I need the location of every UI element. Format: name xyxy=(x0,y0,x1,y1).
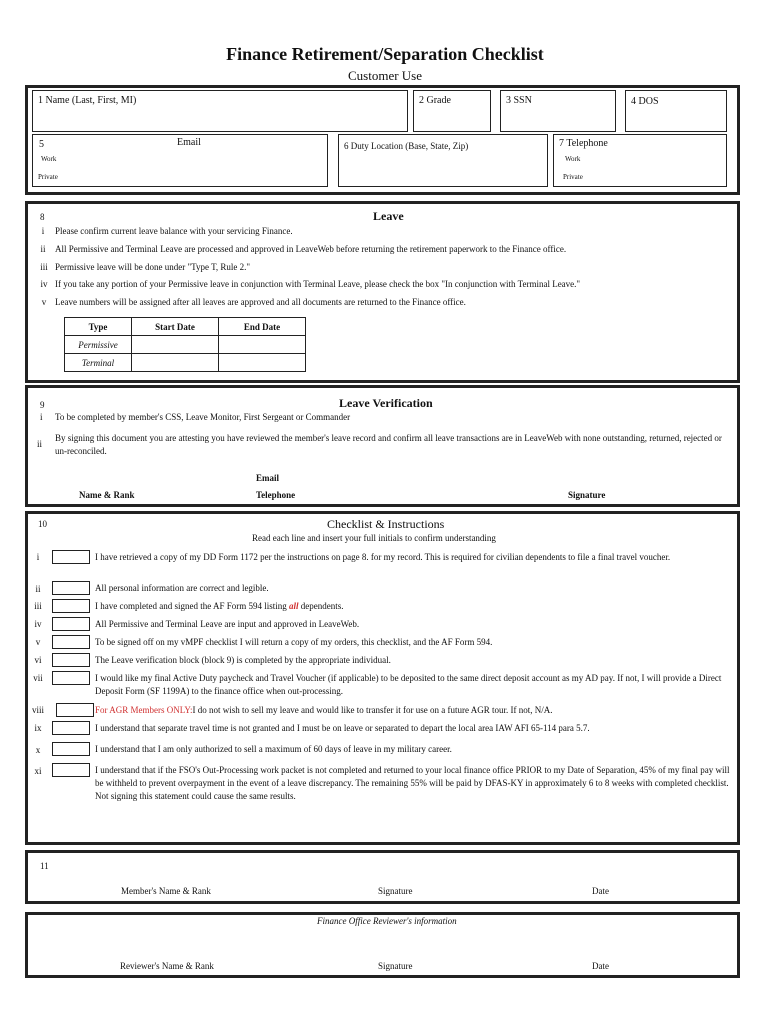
grade-field[interactable] xyxy=(413,90,491,132)
verification-num: 9 xyxy=(40,400,45,410)
agr-only-label: For AGR Members ONLY: xyxy=(95,705,193,715)
leave-item-num: i xyxy=(41,226,45,236)
page-title: Finance Retirement/Separation Checklist xyxy=(226,44,544,64)
verification-signature-label: Signature xyxy=(568,490,606,500)
verification-item-num: ii xyxy=(37,439,43,449)
initials-box[interactable] xyxy=(52,617,90,631)
initials-box[interactable] xyxy=(52,671,90,685)
checklist-item-num: ii xyxy=(35,584,41,594)
telephone-private-label: Private xyxy=(563,173,583,181)
checklist-item-num: iv xyxy=(34,619,42,629)
member-signature-label: Signature xyxy=(378,886,413,896)
terminal-start-date[interactable] xyxy=(132,354,219,372)
checklist-item-text: All Permissive and Terminal Leave are input and approved in LeaveWeb. xyxy=(95,619,360,629)
dos-label: 4 DOS xyxy=(631,96,659,107)
email-field[interactable] xyxy=(32,134,328,187)
checklist-item-num: v xyxy=(35,637,41,647)
checklist-item-text-b: I do not wish to sell my leave and would like to transfer it for use on a future AGR tour. If not, N/A. xyxy=(192,705,553,715)
checklist-subtitle: Read each line and insert your full initials to confirm understanding xyxy=(252,533,496,543)
checklist-item-text-a: I have completed and signed the AF Form 594 listing xyxy=(95,601,289,611)
checklist-num: 10 xyxy=(38,519,47,529)
leave-item-text: Please confirm current leave balance with your servicing Finance. xyxy=(55,226,293,236)
checklist-title: Checklist & Instructions xyxy=(327,517,445,531)
verification-telephone-label: Telephone xyxy=(256,490,296,500)
checklist-item-text: I understand that I am only authorized to sell a maximum of 60 days of leave in my military career. xyxy=(95,744,452,754)
checklist-item-text: All personal information are correct and legible. xyxy=(95,583,269,593)
permissive-end-date[interactable] xyxy=(219,336,306,354)
checklist-item-num: vi xyxy=(34,655,42,665)
member-date-label: Date xyxy=(592,886,609,896)
initials-box[interactable] xyxy=(52,763,90,777)
member-section-num: 11 xyxy=(40,861,49,871)
terminal-end-date[interactable] xyxy=(219,354,306,372)
verification-name-rank-label: Name & Rank xyxy=(79,490,135,500)
checklist-item-text-c: dependents. xyxy=(298,601,344,611)
duty-location-field[interactable] xyxy=(338,134,548,187)
leave-type-cell: Terminal xyxy=(65,354,132,372)
checklist-item-num: i xyxy=(36,552,40,562)
checklist-item-text: I understand that separate travel time is not granted and I must be on leave or separated to depart the local area IAW AFI 65-114 para 5.7. xyxy=(95,723,590,733)
initials-box[interactable] xyxy=(52,550,90,564)
leave-num: 8 xyxy=(40,212,45,222)
emphasis-all: all xyxy=(288,601,299,611)
duty-location-label: 6 Duty Location (Base, State, Zip) xyxy=(344,141,469,151)
telephone-field[interactable] xyxy=(553,134,727,187)
leave-item-num: iii xyxy=(40,262,48,272)
leave-table-header: Start Date xyxy=(132,318,219,336)
checklist-item-text: The Leave verification block (block 9) is completed by the appropriate individual. xyxy=(95,655,391,665)
verification-item-text: To be completed by member's CSS, Leave Monitor, First Sergeant or Commander xyxy=(55,412,351,422)
checklist-item-num: iii xyxy=(34,601,42,611)
leave-item-num: ii xyxy=(40,244,46,254)
email-private-label: Private xyxy=(38,173,58,181)
page-subtitle: Customer Use xyxy=(347,68,423,83)
checklist-item-text xyxy=(95,704,740,717)
initials-box[interactable] xyxy=(52,653,90,667)
email-label: Email xyxy=(177,137,201,148)
email-num: 5 xyxy=(39,139,44,150)
checklist-item-text: To be signed off on my vMPF checklist I will return a copy of my orders, this checklist, and the AF Form 594. xyxy=(95,637,493,647)
initials-box[interactable] xyxy=(52,721,90,735)
leave-table xyxy=(64,317,306,372)
initials-box[interactable] xyxy=(52,599,90,613)
telephone-label: 7 Telephone xyxy=(559,138,608,149)
leave-item-num: iv xyxy=(40,279,48,289)
verification-email-label: Email xyxy=(256,473,280,483)
checklist-item-num: x xyxy=(35,745,41,755)
verification-title: Leave Verification xyxy=(339,396,433,410)
reviewer-signature-label: Signature xyxy=(378,961,413,971)
leave-table-header: Type xyxy=(65,318,132,336)
checklist-item-num: viii xyxy=(31,705,44,715)
checklist-item-num: xi xyxy=(34,766,42,776)
grade-label: 2 Grade xyxy=(419,95,451,106)
initials-box[interactable] xyxy=(52,581,90,595)
leave-title: Leave xyxy=(373,209,404,223)
initials-box[interactable] xyxy=(52,635,90,649)
initials-box[interactable] xyxy=(52,742,90,756)
leave-item-text: Permissive leave will be done under "Type T, Rule 2." xyxy=(55,262,251,272)
verification-item-num: i xyxy=(40,412,43,422)
email-work-label: Work xyxy=(41,155,57,163)
reviewer-date-label: Date xyxy=(592,961,609,971)
checklist-item-num: ix xyxy=(34,723,42,733)
name-field[interactable] xyxy=(32,90,408,132)
checklist-item-text: I would like my final Active Duty paycheck and Travel Voucher (if applicable) to be deposited to the same direct deposit account as my AD pay. If not, I will provide a Direct Deposit Form (SF 1199A) to the finance office when out-processing. xyxy=(95,673,722,696)
initials-box[interactable] xyxy=(56,703,94,717)
leave-item-num: v xyxy=(41,297,47,307)
dos-field[interactable] xyxy=(625,90,727,132)
leave-table-header: End Date xyxy=(219,318,306,336)
permissive-start-date[interactable] xyxy=(132,336,219,354)
verification-item-text: By signing this document you are attesting you have reviewed the member's leave record and confirm all leave transactions are in LeaveWeb with none outstanding, returned, rejected or un-reconciled. xyxy=(55,433,722,456)
ssn-field[interactable] xyxy=(500,90,616,132)
checklist-item-text: I understand that if the FSO's Out-Processing work packet is not completed and returned to your local finance office PRIOR to my Date of Separation, 45% of my final pay will be withheld to prevent overpayment in the event of a leave discrepancy. The remaining 55% will be paid by DFAS-KY in approximately 6 to 8 weeks with completed checklist. Not signing this statement could cause the same results. xyxy=(95,765,730,801)
leave-item-text: If you take any portion of your Permissive leave in conjunction with Terminal Leave, please check the box "In conjunction with Terminal Leave." xyxy=(55,279,581,289)
checklist-item-text xyxy=(95,600,740,613)
checklist-item-text: I have retrieved a copy of my DD Form 1172 per the instructions on page 8. for my record. This is required for civilian dependents to file a final travel voucher. xyxy=(95,552,671,562)
telephone-work-label: Work xyxy=(565,155,581,163)
ssn-label: 3 SSN xyxy=(506,95,532,106)
leave-item-text: Leave numbers will be assigned after all leaves are approved and all documents are returned to the Finance office. xyxy=(55,297,466,307)
checklist-item-num: vii xyxy=(33,673,43,683)
leave-type-cell: Permissive xyxy=(65,336,132,354)
reviewer-title: Finance Office Reviewer's information xyxy=(317,916,457,926)
leave-item-text: All Permissive and Terminal Leave are processed and approved in LeaveWeb before returning the retirement paperwork to the Finance office. xyxy=(55,244,567,254)
name-label: 1 Name (Last, First, MI) xyxy=(38,95,137,106)
member-name-rank-label: Member's Name & Rank xyxy=(121,886,211,896)
reviewer-name-rank-label: Reviewer's Name & Rank xyxy=(120,961,214,971)
